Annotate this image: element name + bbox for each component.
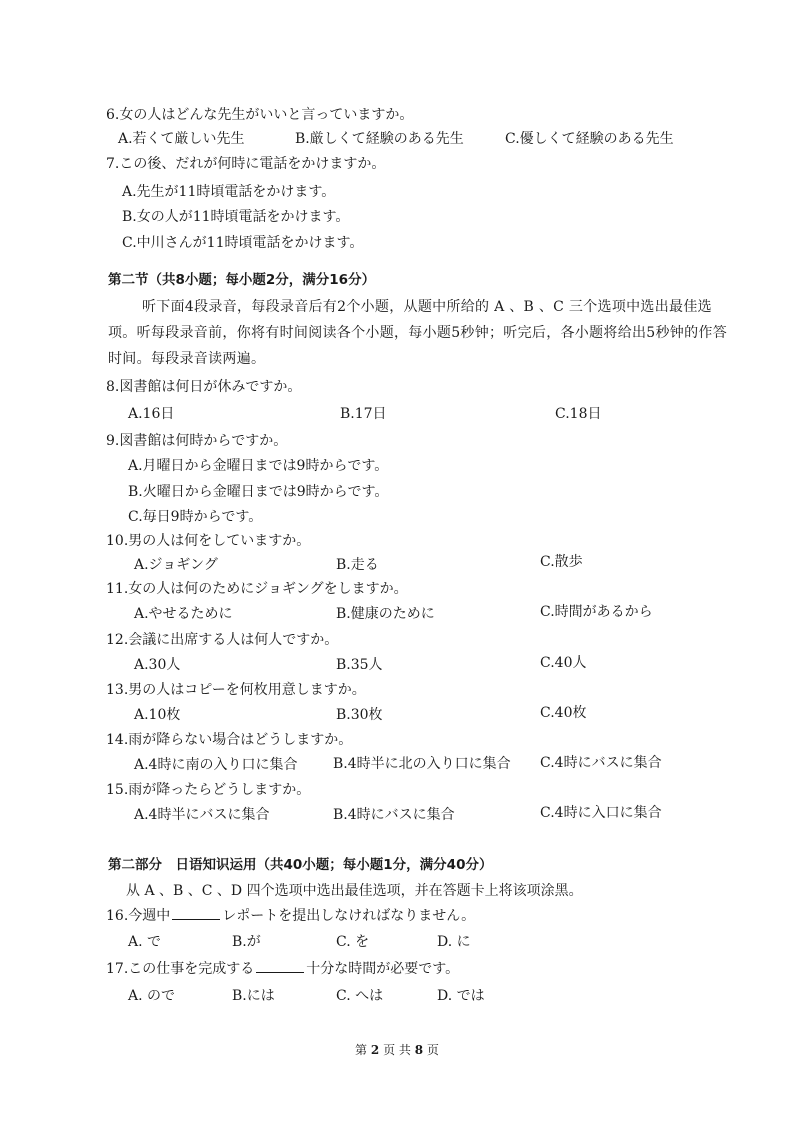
q10-option-a: A.ジョギング <box>134 557 218 573</box>
q16-blank <box>172 906 220 920</box>
question-15: 15.雨が降ったらどうしますか。 <box>106 782 311 798</box>
q13-option-c: C.40枚 <box>540 705 587 721</box>
q14-option-b: B.4時半に北の入り口に集合 <box>333 756 511 772</box>
section-2-title: 第二节（共8小题；每小题2分，满分16分） <box>108 272 376 288</box>
question-13: 13.男の人はコピーを何枚用意しますか。 <box>106 682 366 698</box>
q17-suffix: 十分な時間が必要です。 <box>306 961 460 977</box>
q7-option-a: A.先生が11時頃電話をかけます。 <box>122 184 336 200</box>
footer-total-pages: 8 <box>414 1043 424 1057</box>
footer-suffix: 页 <box>426 1043 439 1057</box>
q6-option-c: C.優しくて経験のある先生 <box>505 131 674 147</box>
q6-option-b: B.厳しくて経験のある先生 <box>295 131 464 147</box>
question-6: 6.女の人はどんな先生がいいと言っていますか。 <box>106 107 414 123</box>
q9-option-c: C.毎日9時からです。 <box>128 509 263 525</box>
footer-middle: 页 共 <box>383 1043 411 1057</box>
q11-option-c: C.時間があるから <box>540 604 653 620</box>
part-2-instruction: 从 A 、B 、C 、D 四个选项中选出最佳选项，并在答题卡上将该项涂黑。 <box>126 883 583 899</box>
q17-blank <box>256 959 304 973</box>
question-9: 9.図書館は何時からですか。 <box>106 433 288 449</box>
q16-option-b: B.が <box>232 934 261 950</box>
q16-suffix: レポートを提出しなければなりません。 <box>222 908 476 924</box>
footer-page-number: 2 <box>370 1043 380 1057</box>
q15-option-c: C.4時に入口に集合 <box>540 805 662 821</box>
q13-option-a: A.10枚 <box>134 707 181 723</box>
q13-option-b: B.30枚 <box>336 707 383 723</box>
question-10: 10.男の人は何をしていますか。 <box>106 533 311 549</box>
q15-option-a: A.4時半にバスに集合 <box>134 807 270 823</box>
footer-prefix: 第 <box>355 1043 368 1057</box>
question-12: 12.会議に出席する人は何人ですか。 <box>106 632 339 648</box>
q11-option-a: A.やせるために <box>134 606 233 622</box>
q16-option-a: A. で <box>128 934 162 950</box>
question-8: 8.図書館は何日が休みですか。 <box>106 379 302 395</box>
q16-option-d: D. に <box>437 934 471 950</box>
q17-prefix: 17.この仕事を完成する <box>106 961 255 977</box>
q7-option-b: B.女の人が11時頃電話をかけます。 <box>122 209 350 225</box>
q12-option-c: C.40人 <box>540 655 587 671</box>
q7-option-c: C.中川さんが11時頃電話をかけます。 <box>122 235 364 251</box>
q17-option-b: B.には <box>232 988 275 1004</box>
q8-option-c: C.18日 <box>555 406 602 422</box>
page-footer <box>0 1041 794 1058</box>
question-16 <box>106 906 475 926</box>
q12-option-a: A.30人 <box>134 657 181 673</box>
question-14: 14.雨が降らない場合はどうしますか。 <box>106 732 353 748</box>
q14-option-c: C.4時にバスに集合 <box>540 755 662 771</box>
q8-option-a: A.16日 <box>128 406 175 422</box>
question-17 <box>106 959 459 979</box>
q9-option-b: B.火曜日から金曜日までは9時からです。 <box>128 484 389 500</box>
section-2-instruction: 听下面4段录音，每段录音后有2个小题，从题中所给的 A 、B 、C 三个选项中选出最佳选项。听每段录音前，你将有时间阅读各个小题，每小题5秒钟；听完后，各小题将给出5秒钟的作答时间。每段录音读两遍。 <box>108 299 728 367</box>
q16-prefix: 16.今週中 <box>106 908 171 924</box>
q6-option-a: A.若くて厳しい先生 <box>118 131 245 147</box>
q15-option-b: B.4時にバスに集合 <box>333 807 455 823</box>
q12-option-b: B.35人 <box>336 657 383 673</box>
part-2-title: 第二部分 日语知识运用（共40小题；每小题1分，满分40分） <box>108 857 493 873</box>
q9-option-a: A.月曜日から金曜日までは9時からです。 <box>128 458 389 474</box>
q17-option-a: A. ので <box>128 988 176 1004</box>
q17-option-d: D. では <box>437 988 485 1004</box>
q16-option-c: C. を <box>336 934 370 950</box>
q8-option-b: B.17日 <box>340 406 387 422</box>
q17-option-c: C. へは <box>336 988 384 1004</box>
question-7: 7.この後、だれが何時に電話をかけますか。 <box>106 156 386 172</box>
question-11: 11.女の人は何のためにジョギングをしますか。 <box>106 581 408 597</box>
q11-option-b: B.健康のために <box>336 606 435 622</box>
q10-option-b: B.走る <box>336 557 379 573</box>
q14-option-a: A.4時に南の入り口に集合 <box>134 757 298 773</box>
q10-option-c: C.散歩 <box>540 554 583 570</box>
